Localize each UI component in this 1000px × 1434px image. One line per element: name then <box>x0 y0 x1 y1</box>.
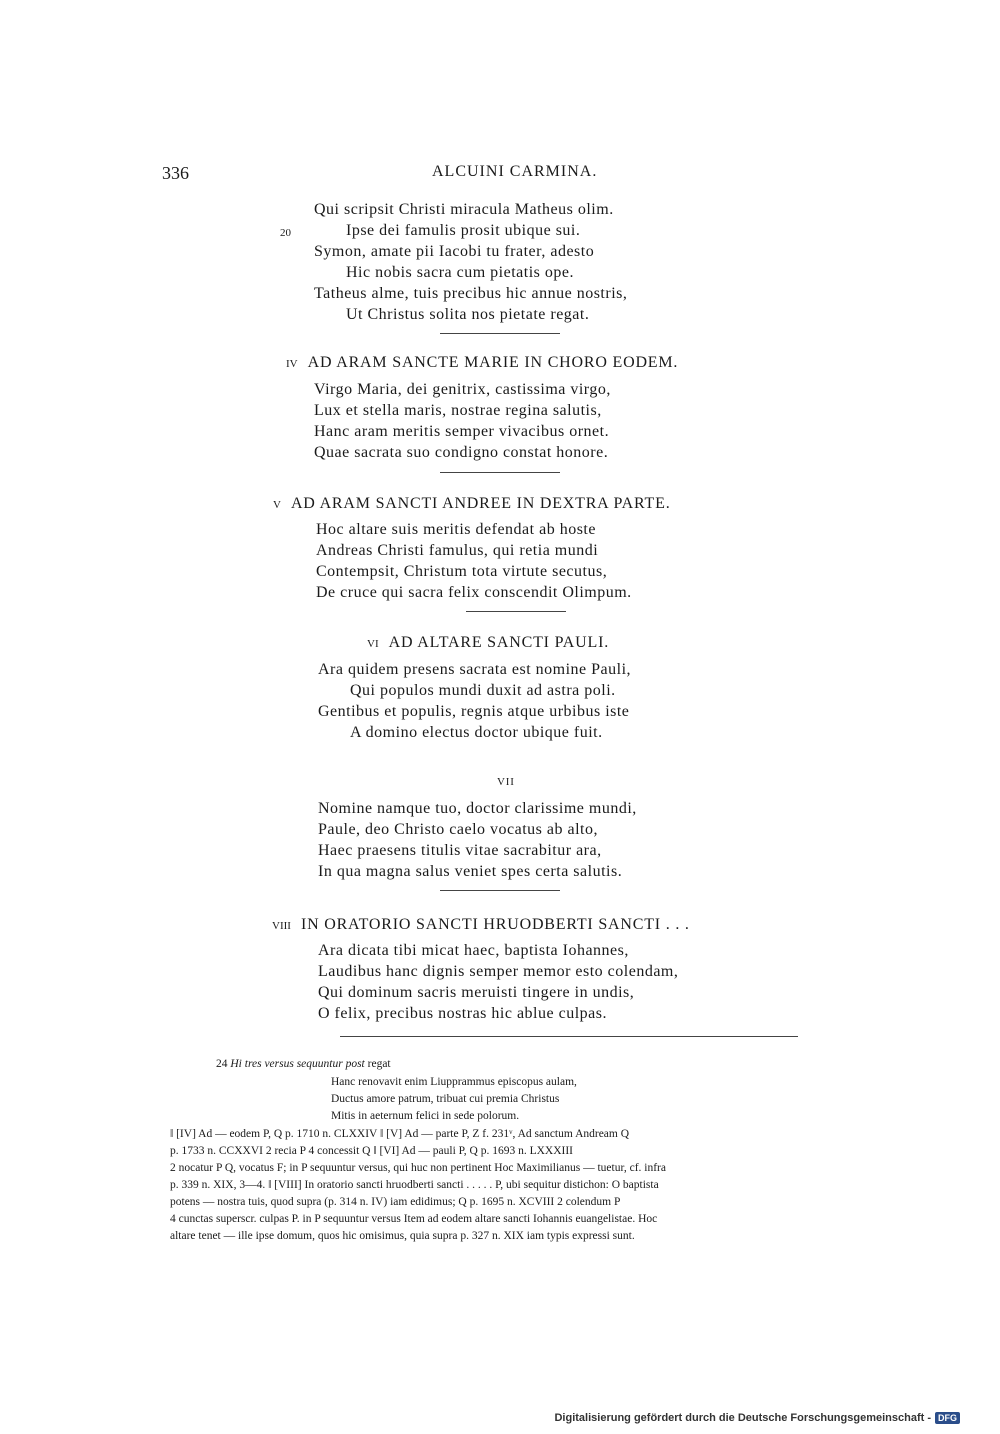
section-title: AD ALTARE SANCTI PAULI. <box>388 634 610 651</box>
section-heading-iv <box>286 354 678 372</box>
footnote-24 <box>216 1056 391 1073</box>
credit-text: Digitalisierung gefördert durch die Deutsche Forschungsgemeinschaft - <box>554 1412 931 1424</box>
section-divider <box>440 890 560 891</box>
verse-line: Contempsit, Christum tota virtute secutus, <box>316 563 608 580</box>
verse-line: Ut Christus solita nos pietate regat. <box>346 306 590 323</box>
apparatus-line: 4 cunctas superscr. culpas P. in P sequuntur versus Item ad eodem altare sancti Iohannis euangelistae. Hoc <box>170 1213 658 1225</box>
apparatus-line: p. 1733 n. CCXXVI 2 recia P 4 concessit Q ‖ [VI] Ad — pauli P, Q p. 1693 n. LXXXIII <box>170 1145 574 1157</box>
verse-line: Ipse dei famulis prosit ubique sui. <box>346 222 581 239</box>
verse-line: Virgo Maria, dei genitrix, castissima virgo, <box>314 381 611 398</box>
footnote-label: 24 <box>216 1058 228 1070</box>
verse-line: Quae sacrata suo condigno constat honore. <box>314 444 609 461</box>
section-numeral: VIII <box>272 920 291 932</box>
section-divider <box>440 333 560 334</box>
section-heading-vi <box>367 634 609 652</box>
verse-line: De cruce qui sacra felix conscendit Olimpum. <box>316 584 632 601</box>
section-numeral: IV <box>286 358 298 370</box>
verse-line: Lux et stella maris, nostrae regina salutis, <box>314 402 602 419</box>
apparatus-line: altare tenet — ille ipse domum, quos hic omisimus, quia supra p. 327 n. XIX iam typis expressi sunt. <box>170 1230 635 1242</box>
footnote-keyword: regat <box>367 1058 391 1070</box>
line-number: 20 <box>280 227 291 239</box>
verse-line: Hanc aram meritis semper vivacibus ornet. <box>314 423 610 440</box>
footnote-verse: Hanc renovavit enim Liupprammus episcopus aulam, <box>331 1076 577 1088</box>
verse-line: Hoc altare suis meritis defendat ab hoste <box>316 521 596 538</box>
section-title: AD ARAM SANCTE MARIE IN CHORO EODEM. <box>307 354 679 371</box>
page-number: 336 <box>162 163 189 183</box>
section-numeral-vii: VII <box>497 776 515 788</box>
verse-line: Ara dicata tibi micat haec, baptista Iohannes, <box>318 942 629 959</box>
verse-line: Andreas Christi famulus, qui retia mundi <box>316 542 599 559</box>
verse-line: Qui scripsit Christi miracula Matheus olim. <box>314 201 614 218</box>
verse-line: Tatheus alme, tuis precibus hic annue nostris, <box>314 285 628 302</box>
footnote-separator <box>340 1036 798 1037</box>
verse-line: Laudibus hanc dignis semper memor esto colendam, <box>318 963 679 980</box>
verse-line: O felix, precibus nostras hic ablue culpas. <box>318 1005 607 1022</box>
verse-line: Haec praesens titulis vitae sacrabitur ara, <box>318 842 602 859</box>
verse-line: Paule, deo Christo caelo vocatus ab alto, <box>318 821 598 838</box>
verse-line: Hic nobis sacra cum pietatis ope. <box>346 264 574 281</box>
verse-line: Symon, amate pii Iacobi tu frater, adesto <box>314 243 595 260</box>
verse-line: Gentibus et populis, regnis atque urbibus iste <box>318 703 630 720</box>
digitization-credit <box>554 1412 960 1424</box>
footnote-intro: Hi tres versus sequuntur post <box>230 1058 365 1070</box>
section-title: AD ARAM SANCTI ANDREE IN DEXTRA PARTE. <box>290 495 671 512</box>
running-title: ALCUINI CARMINA. <box>432 163 598 180</box>
section-numeral: V <box>273 499 281 511</box>
apparatus-line: p. 339 n. XIX, 3—4. ‖ [VIII] In oratorio sancti hruodberti sancti . . . . . P, ubi sequitur distichon: O baptista <box>170 1179 659 1191</box>
section-divider <box>466 611 566 612</box>
section-divider <box>440 472 560 473</box>
verse-line: Nomine namque tuo, doctor clarissime mundi, <box>318 800 637 817</box>
verse-line: In qua magna salus veniet spes certa salutis. <box>318 863 623 880</box>
section-heading-v <box>273 495 671 513</box>
verse-line: Qui dominum sacris meruisti tingere in undis, <box>318 984 635 1001</box>
footnote-verse: Mitis in aeternum felici in sede polorum. <box>331 1110 520 1122</box>
section-heading-viii <box>272 916 690 934</box>
apparatus-line: potens — nostra tuis, quod supra (p. 314 n. IV) iam edidimus; Q p. 1695 n. XCVIII 2 colendum P <box>170 1196 621 1208</box>
apparatus-line: ‖ [IV] Ad — eodem P, Q p. 1710 n. CLXXIV ‖ [V] Ad — parte P, Z f. 231ᵛ, Ad sanctum Andream Q <box>170 1128 630 1140</box>
footnote-verse: Ductus amore patrum, tribuat cui premia Christus <box>331 1093 560 1105</box>
section-title: IN ORATORIO SANCTI HRUODBERTI SANCTI . . . <box>300 916 690 933</box>
verse-line: Ara quidem presens sacrata est nomine Pauli, <box>318 661 632 678</box>
verse-line: A domino electus doctor ubique fuit. <box>350 724 603 741</box>
section-numeral: VI <box>367 638 379 650</box>
apparatus-line: 2 nocatur P Q, vocatus F; in P sequuntur versus, qui huc non pertinent Hoc Maximilianus — tuetur, cf. infra <box>170 1162 666 1174</box>
verse-line: Qui populos mundi duxit ad astra poli. <box>350 682 616 699</box>
dfg-logo: DFG <box>935 1412 960 1424</box>
